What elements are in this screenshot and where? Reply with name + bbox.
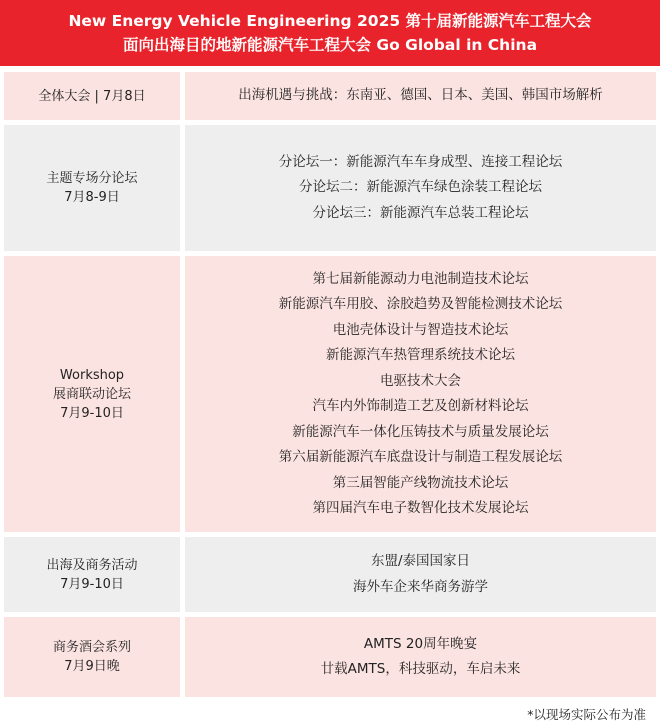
session-subtitle: 展商联动论坛 [52, 386, 131, 402]
schedule-row-subforums [4, 125, 656, 251]
row-workshop-session [4, 256, 180, 532]
schedule-header [0, 0, 660, 66]
session-name: 主题专场分论坛 [46, 171, 138, 186]
topic-item: 分论坛二：新能源汽车绿色涂装工程论坛 [299, 179, 542, 196]
topic-item: 新能源汽车用胶、涂胶趋势及智能检测技术论坛 [278, 296, 563, 312]
row-workshop-topics [185, 256, 656, 532]
session-date: 7月9-10日 [60, 576, 124, 592]
row-reception-session [4, 617, 180, 697]
topic-item: AMTS 20周年晚宴 [363, 635, 478, 652]
schedule-row-business [4, 537, 656, 612]
row-subforums-topics [185, 125, 656, 251]
topic-item: 分论坛一：新能源汽车车身成型、连接工程论坛 [278, 153, 563, 170]
row-business-topics [185, 537, 656, 612]
topic-item: 出海机遇与挑战：东南亚、德国、日本、美国、韩国市场解析 [238, 87, 603, 104]
row-subforums-session [4, 125, 180, 251]
header-title-line-1: New Energy Vehicle Engineering 2025 第十届新能源汽车工程大会 [68, 12, 592, 30]
row-plenary-session [4, 72, 180, 120]
topic-item: 电驱技术大会 [380, 372, 461, 389]
session-date: 7月9-10日 [60, 405, 124, 421]
session-name: 商务酒会系列 [52, 640, 131, 655]
topic-item: 东盟/泰国国家日 [370, 553, 471, 569]
topic-item: 分论坛三：新能源汽车总装工程论坛 [312, 204, 529, 221]
footnote: *以现场实际公布为准 [527, 707, 646, 722]
row-plenary-topics [185, 72, 656, 120]
session-name: 出海及商务活动 [46, 557, 138, 573]
topic-item: 第七届新能源动力电池制造技术论坛 [312, 270, 529, 287]
topic-item: 海外车企来华商务游学 [353, 578, 488, 595]
row-reception-topics [185, 617, 656, 697]
topic-item: 第四届汽车电子数智化技术发展论坛 [312, 500, 529, 516]
session-name: 全体大会 | 7月8日 [38, 88, 146, 104]
topic-item: 汽车内外饰制造工艺及创新材料论坛 [312, 398, 529, 414]
row-business-session [4, 537, 180, 612]
topic-item: 新能源汽车热管理系统技术论坛 [326, 347, 515, 363]
header-title-line-2: 面向出海目的地新能源汽车工程大会 Go Global in China [122, 36, 538, 54]
topic-item: 新能源汽车一体化压铸技术与质量发展论坛 [292, 423, 549, 440]
topic-item: 廿载AMTS，科技驱动，车启未来 [320, 661, 521, 677]
topic-item: 第六届新能源汽车底盘设计与制造工程发展论坛 [278, 449, 563, 465]
topic-item: 电池壳体设计与智造技术论坛 [332, 321, 509, 338]
topic-item: 第三届智能产线物流技术论坛 [332, 474, 509, 491]
schedule-row-reception [4, 617, 656, 697]
schedule-row-plenary [4, 72, 656, 120]
session-date: 7月9日晚 [64, 659, 120, 674]
schedule-row-workshop [4, 256, 656, 532]
session-date: 7月8-9日 [64, 190, 120, 205]
session-name: Workshop [59, 367, 125, 383]
